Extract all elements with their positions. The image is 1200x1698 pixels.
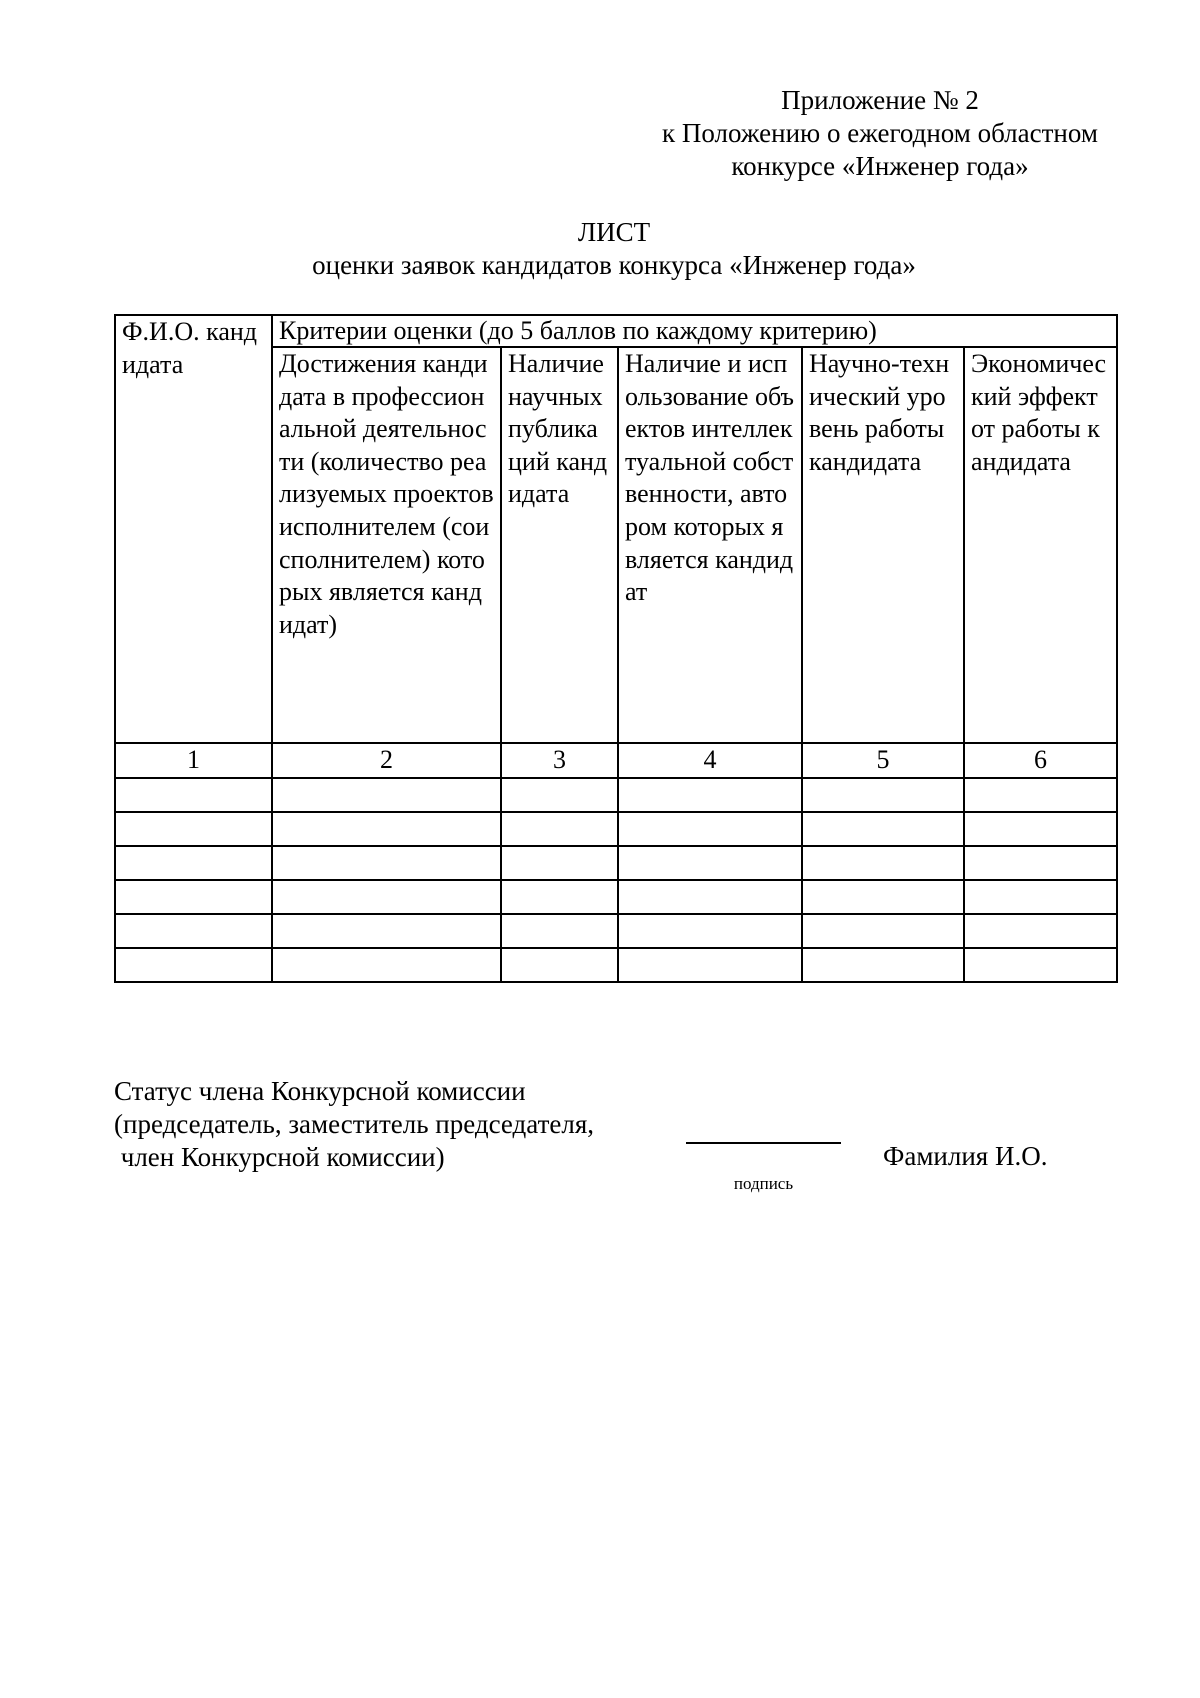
status-line: (председатель, заместитель председателя, (114, 1109, 594, 1139)
criterion-technical-level: Научно-технический уровень работы кандидата (802, 347, 964, 743)
signature-caption: подпись (733, 1174, 794, 1193)
evaluation-table (114, 314, 1118, 983)
empty-cell (802, 880, 964, 914)
empty-cell (501, 778, 618, 812)
appendix-contest-name: конкурсе «Инженер года» (731, 151, 1029, 181)
title-subtitle: оценки заявок кандидатов конкурса «Инженер года» (312, 250, 916, 280)
column-numbers-row (115, 743, 1117, 778)
empty-cell (618, 812, 802, 846)
empty-cell (501, 812, 618, 846)
empty-cell (501, 880, 618, 914)
empty-cell (272, 880, 501, 914)
table-row (115, 948, 1117, 982)
empty-cell (272, 914, 501, 948)
empty-cell (115, 778, 272, 812)
table-row (115, 880, 1117, 914)
table-header-row (115, 315, 1117, 347)
table-row (115, 914, 1117, 948)
empty-cell (115, 812, 272, 846)
empty-cell (964, 914, 1117, 948)
criteria-header-cell (272, 315, 1117, 347)
empty-cell (272, 812, 501, 846)
empty-cell (115, 846, 272, 880)
column-number: 2 (272, 743, 501, 778)
empty-cell (802, 846, 964, 880)
empty-cell (501, 846, 618, 880)
empty-cell (272, 846, 501, 880)
empty-cell (964, 880, 1117, 914)
table-row (115, 778, 1117, 812)
empty-cell (115, 880, 272, 914)
empty-cell (802, 948, 964, 982)
commission-member-status (114, 1075, 594, 1174)
status-line: член Конкурсной комиссии) (114, 1142, 445, 1172)
empty-cell (964, 778, 1117, 812)
empty-cell (501, 948, 618, 982)
empty-cell (964, 846, 1117, 880)
column-number: 3 (501, 743, 618, 778)
empty-cell (618, 778, 802, 812)
criterion-publications: Наличие научных публикаций кандидата (501, 347, 618, 743)
title-main: ЛИСТ (577, 217, 651, 247)
appendix-number: Приложение № 2 (781, 85, 979, 115)
table-row (115, 846, 1117, 880)
column-number: 4 (618, 743, 802, 778)
empty-cell (618, 846, 802, 880)
empty-cell (272, 948, 501, 982)
empty-cell (115, 914, 272, 948)
fio-header-cell (115, 315, 272, 743)
signer-name: Фамилия И.О. (883, 1141, 1048, 1171)
empty-cell (964, 812, 1117, 846)
criteria-header-label: Критерии оценки (до 5 баллов по каждому критерию) (279, 316, 877, 345)
table-row (115, 812, 1117, 846)
empty-cell (802, 914, 964, 948)
empty-cell (802, 812, 964, 846)
empty-cell (501, 914, 618, 948)
column-number: 5 (802, 743, 964, 778)
appendix-reference: к Положению о ежегодном областном (662, 118, 1098, 148)
criterion-achievements: Достижения кандидата в профессиональной деятельности (количество реализуемых проектов исполнителем (соисполнителем) которых является кандидат) (272, 347, 501, 743)
status-line: Статус члена Конкурсной комиссии (114, 1076, 526, 1106)
column-number: 1 (115, 743, 272, 778)
fio-header-label: Ф.И.О. кандидата (122, 317, 258, 379)
empty-cell (115, 948, 272, 982)
appendix-header (630, 84, 1130, 183)
column-number: 6 (964, 743, 1117, 778)
empty-cell (272, 778, 501, 812)
empty-cell (802, 778, 964, 812)
criterion-economic-effect: Экономический эффект от работы кандидата (964, 347, 1117, 743)
signature-line (686, 1142, 841, 1144)
empty-cell (618, 948, 802, 982)
empty-cell (618, 880, 802, 914)
empty-cell (964, 948, 1117, 982)
document-title (114, 216, 1114, 282)
empty-cell (618, 914, 802, 948)
criterion-intellectual-property: Наличие и использование объектов интеллектуальной собственности, автором которых является кандидат (618, 347, 802, 743)
